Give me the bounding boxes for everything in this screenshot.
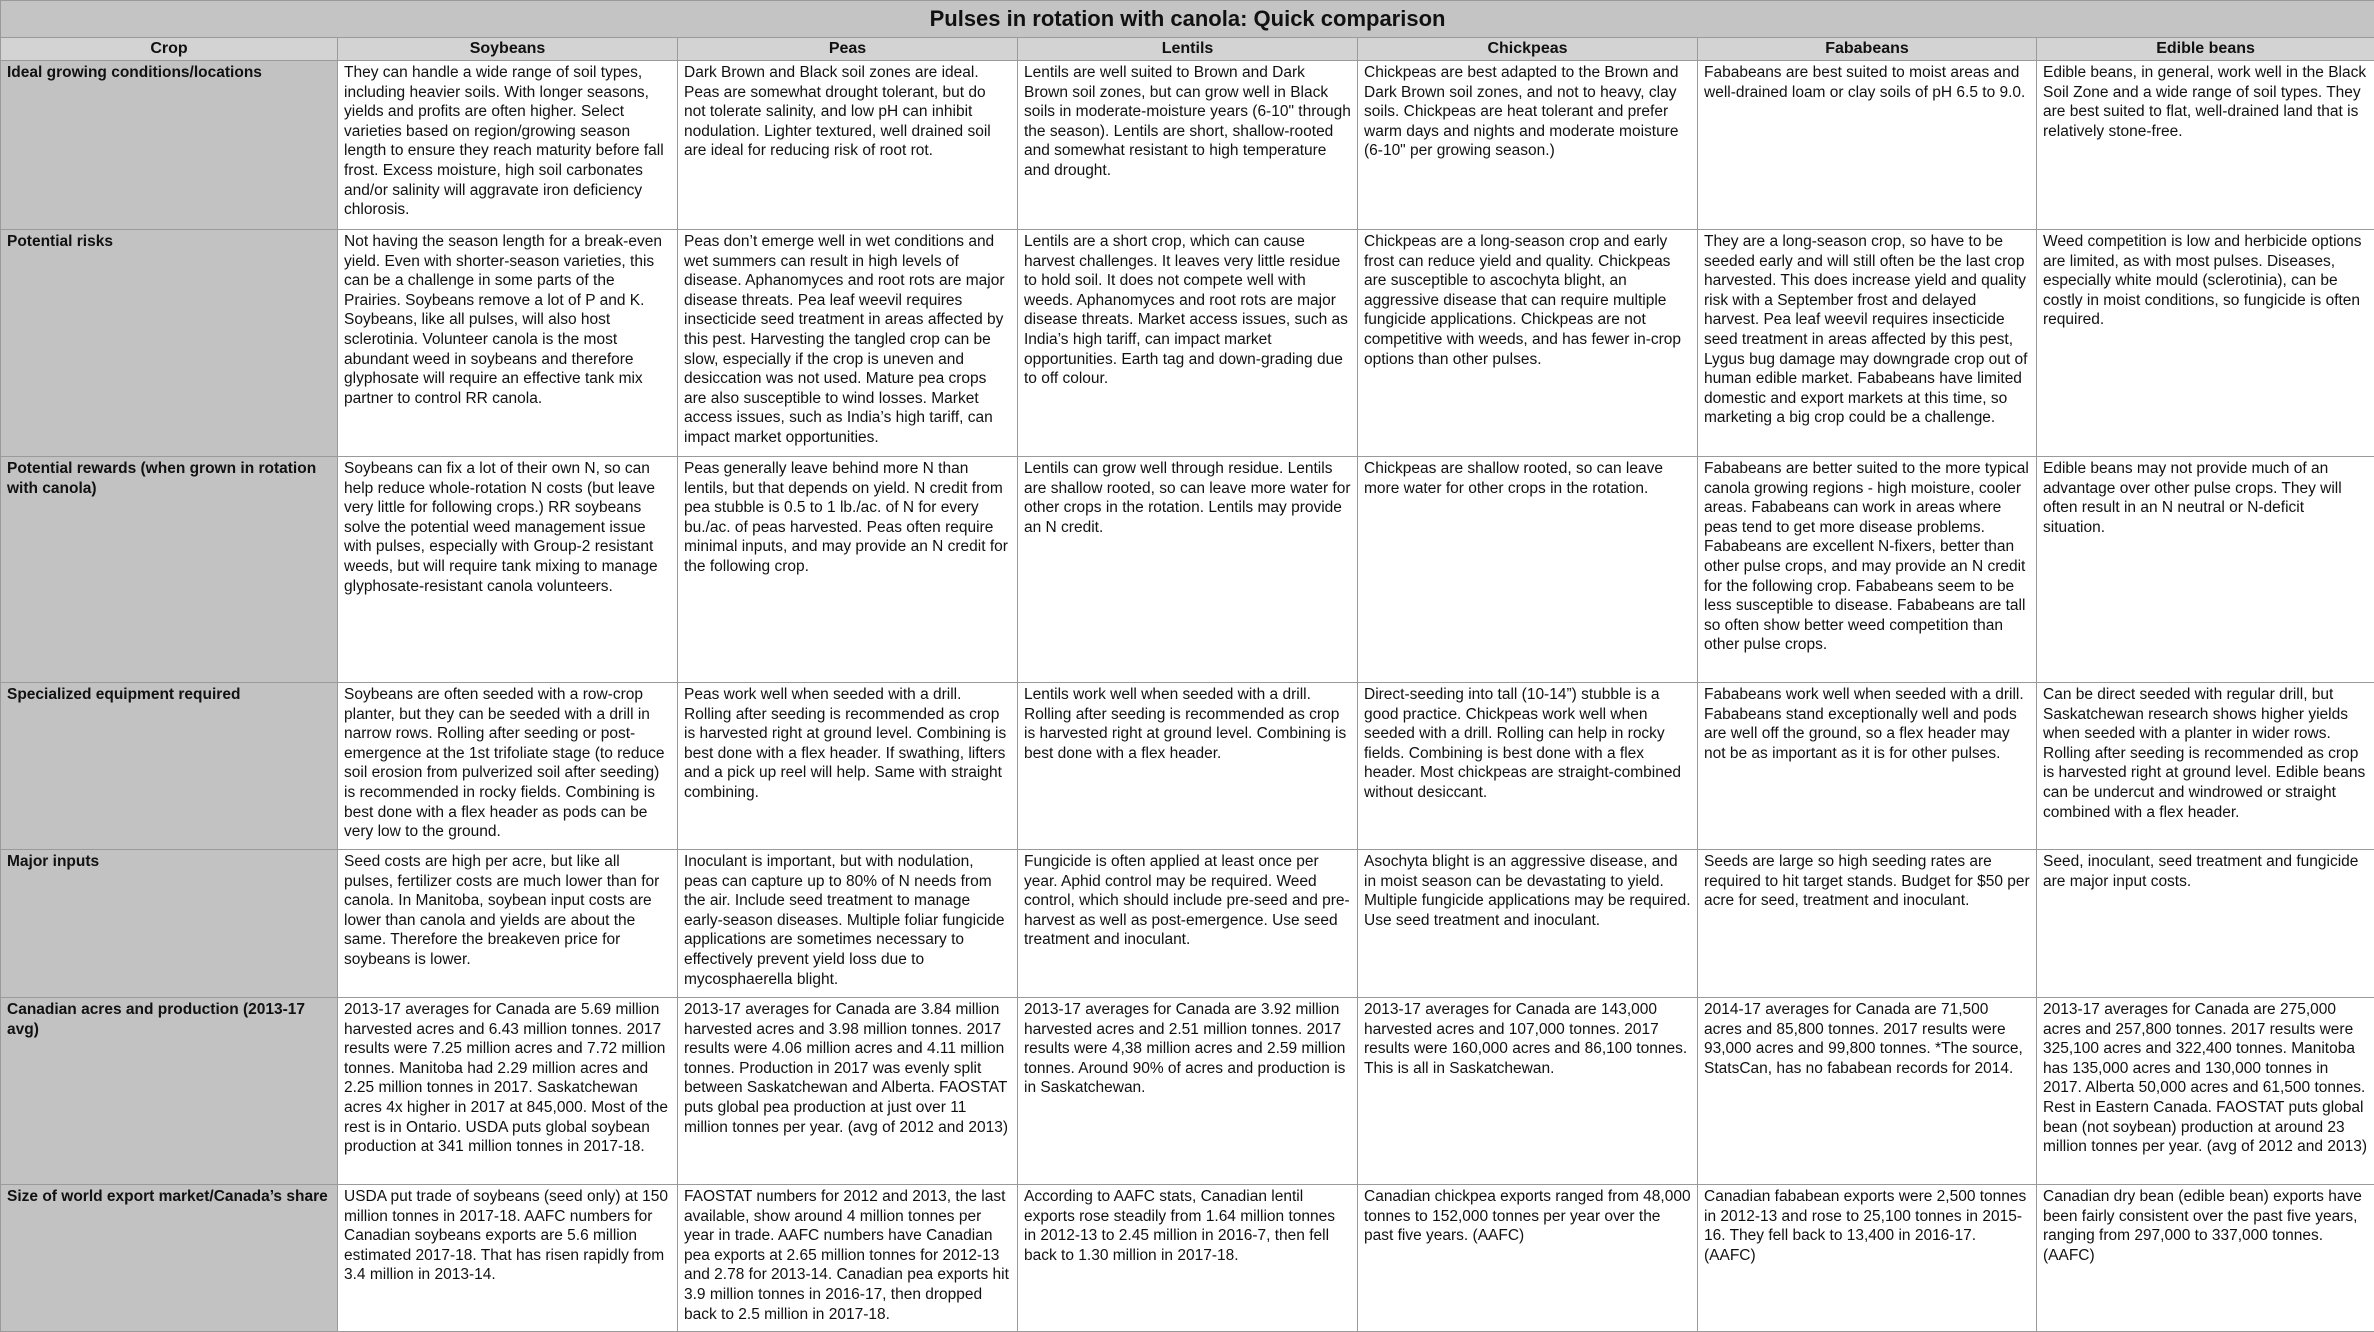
table-row xyxy=(1,998,2374,1185)
table-cell: Seed costs are high per acre, but like all pulses, fertilizer costs are much lower than for canola. In Manitoba, soybean input costs are lower than canola and yields are about the same. Therefore the breakeven price for soybeans is lower. xyxy=(338,850,678,998)
table-cell: 2014-17 averages for Canada are 71,500 acres and 85,800 tonnes. 2017 results were 93,000 acres and 99,800 tonnes. *The source, StatsCan, has no fababean records for 2014. xyxy=(1698,998,2037,1185)
table-cell: They are a long-season crop, so have to be seeded early and will still often be the last crop harvested. This does increase yield and quality risk with a September frost and delayed harvest. Pea leaf weevil requires insecticide seed treatment in areas affected by this pest, Lygus bug damage may downgrade crop out of human edible market. Fababeans have limited domestic and export markets at this time, so marketing a big crop could be a challenge. xyxy=(1698,230,2037,457)
table-cell: Edible beans, in general, work well in the Black Soil Zone and a wide range of soil types. They are best suited to flat, well-drained land that is relatively stone-free. xyxy=(2037,61,2374,230)
row-label: Ideal growing conditions/locations xyxy=(1,61,338,230)
table-cell: Seeds are large so high seeding rates are required to hit target stands. Budget for $50 per acre for seed, treatment and inoculant. xyxy=(1698,850,2037,998)
row-label: Canadian acres and production (2013-17 avg) xyxy=(1,998,338,1185)
table-cell: Peas generally leave behind more N than lentils, but that depends on yield. N credit from pea stubble is 0.5 to 1 lb./ac. of N for every bu./ac. of peas harvested. Peas often require minimal inputs, and may provide an N credit for the following crop. xyxy=(678,457,1018,683)
row-label: Size of world export market/Canada’s share xyxy=(1,1185,338,1332)
table-cell: Fababeans work well when seeded with a drill. Fababeans stand exceptionally well and pods are well off the ground, so a flex header may not be as important as it is for other pulses. xyxy=(1698,683,2037,850)
table-cell: Can be direct seeded with regular drill, but Saskatchewan research shows higher yields when seeded with a planter in wider rows. Rolling after seeding is recommended as crop is harvested right at ground level. Edible beans can be undercut and windrowed or straight combined with a flex header. xyxy=(2037,683,2374,850)
table-row xyxy=(1,850,2374,998)
row-label: Specialized equipment required xyxy=(1,683,338,850)
table-cell: Fababeans are better suited to the more typical canola growing regions - high moisture, cooler areas. Fababeans can work in areas where peas tend to get more disease problems. Fababeans are excellent N-fixers, better than other pulse crops, and may provide an N credit for the following crop. Fababeans seem to be less susceptible to disease. Fababeans are tall so often show better weed competition than other pulse crops. xyxy=(1698,457,2037,683)
table-cell: Peas work well when seeded with a drill. Rolling after seeding is recommended as crop is harvested right at ground level. Combining is best done with a flex header. If swathing, lifters and a pick up reel will help. Same with straight combining. xyxy=(678,683,1018,850)
table-cell: Not having the season length for a break-even yield. Even with shorter-season varieties, this can be a challenge in some parts of the Prairies. Soybeans remove a lot of P and K. Soybeans, like all pulses, will also host sclerotinia. Volunteer canola is the most abundant weed in soybeans and therefore glyphosate will require an effective tank mix partner to control RR canola. xyxy=(338,230,678,457)
header-row xyxy=(1,38,2374,61)
table-cell: Peas don’t emerge well in wet conditions and wet summers can result in high levels of disease. Aphanomyces and root rots are major disease threats. Pea leaf weevil requires insecticide seed treatment in areas affected by this pest. Harvesting the tangled crop can be slow, especially if the crop is uneven and desiccation was not used. Mature pea crops are also susceptible to wind losses. Market access issues, such as India’s high tariff, can impact market opportunities. xyxy=(678,230,1018,457)
table-cell: Fababeans are best suited to moist areas and well-drained loam or clay soils of pH 6.5 to 9.0. xyxy=(1698,61,2037,230)
table-cell: Soybeans can fix a lot of their own N, so can help reduce whole-rotation N costs (but leave very little for following crops.) RR soybeans solve the potential weed management issue with pulses, especially with Group-2 resistant weeds, but will require tank mixing to manage glyphosate-resistant canola volunteers. xyxy=(338,457,678,683)
table-row xyxy=(1,230,2374,457)
table-cell: 2013-17 averages for Canada are 3.92 million harvested acres and 2.51 million tonnes. 2017 results were 4,38 million acres and 2.59 million tonnes. Around 90% of acres and production is in Saskatchewan. xyxy=(1018,998,1358,1185)
table-row xyxy=(1,1185,2374,1332)
table-cell: 2013-17 averages for Canada are 143,000 harvested acres and 107,000 tonnes. 2017 results were 160,000 acres and 86,100 tonnes. This is all in Saskatchewan. xyxy=(1358,998,1698,1185)
row-label: Potential risks xyxy=(1,230,338,457)
table-cell: Canadian fababean exports were 2,500 tonnes in 2012-13 and rose to 25,100 tonnes in 2015-16. They fell back to 13,400 in 2016-17. (AAFC) xyxy=(1698,1185,2037,1332)
table-cell: Direct-seeding into tall (10-14”) stubble is a good practice. Chickpeas work well when seeded with a drill. Rolling can help in rocky fields. Combining is best done with a flex header. Most chickpeas are straight-combined without desiccant. xyxy=(1358,683,1698,850)
table-cell: Lentils are well suited to Brown and Dark Brown soil zones, but can grow well in Black soils in moderate-moisture years (6-10" through the season). Lentils are short, shallow-rooted and somewhat resistant to high temperature and drought. xyxy=(1018,61,1358,230)
table-row xyxy=(1,61,2374,230)
table-cell: According to AAFC stats, Canadian lentil exports rose steadily from 1.64 million tonnes in 2012-13 to 2.45 million in 2016-7, then fell back to 1.30 million in 2017-18. xyxy=(1018,1185,1358,1332)
table-cell: 2013-17 averages for Canada are 5.69 million harvested acres and 6.43 million tonnes. 2017 results were 7.25 million acres and 7.72 million tonnes. Manitoba had 2.29 million acres and 2.25 million tonnes in 2017. Saskatchewan acres 4x higher in 2017 at 845,000. Most of the rest is in Ontario. USDA puts global soybean production at 341 million tonnes in 2017-18. xyxy=(338,998,678,1185)
table-cell: 2013-17 averages for Canada are 275,000 acres and 257,800 tonnes. 2017 results were 325,100 acres and 322,400 tonnes. Manitoba has 135,000 acres and 130,000 tonnes in 2017. Alberta 50,000 acres and 61,500 tonnes. Rest in Eastern Canada. FAOSTAT puts global bean (not soybean) production at around 23 million tonnes per year. (avg of 2012 and 2013) xyxy=(2037,998,2374,1185)
table-cell: FAOSTAT numbers for 2012 and 2013, the last available, show around 4 million tonnes per year in trade. AAFC numbers have Canadian pea exports at 2.65 million tonnes for 2012-13 and 2.78 for 2013-14. Canadian pea exports hit 3.9 million tonnes in 2016-17, then dropped back to 2.5 million in 2017-18. xyxy=(678,1185,1018,1332)
row-label: Major inputs xyxy=(1,850,338,998)
table-cell: Chickpeas are best adapted to the Brown and Dark Brown soil zones, and not to heavy, clay soils. Chickpeas are heat tolerant and prefer warm days and nights and moderate moisture (6-10" per growing season.) xyxy=(1358,61,1698,230)
page-title: Pulses in rotation with canola: Quick comparison xyxy=(1,1,2374,38)
table-cell: Seed, inoculant, seed treatment and fungicide are major input costs. xyxy=(2037,850,2374,998)
table-cell: Dark Brown and Black soil zones are ideal. Peas are somewhat drought tolerant, but do not tolerate salinity, and low pH can inhibit nodulation. Lighter textured, well drained soil are ideal for reducing risk of root rot. xyxy=(678,61,1018,230)
table-cell: Edible beans may not provide much of an advantage over other pulse crops. They will often result in an N neutral or N-deficit situation. xyxy=(2037,457,2374,683)
table-cell: Weed competition is low and herbicide options are limited, as with most pulses. Diseases, especially white mould (sclerotinia), can be costly in moist conditions, so fungicide is often required. xyxy=(2037,230,2374,457)
table-cell: Asochyta blight is an aggressive disease, and in moist season can be devastating to yield. Multiple fungicide applications may be required. Use seed treatment and inoculant. xyxy=(1358,850,1698,998)
table-cell: Chickpeas are shallow rooted, so can leave more water for other crops in the rotation. xyxy=(1358,457,1698,683)
table-row xyxy=(1,457,2374,683)
header-lentils: Lentils xyxy=(1018,38,1358,61)
header-peas: Peas xyxy=(678,38,1018,61)
table-cell: Fungicide is often applied at least once per year. Aphid control may be required. Weed control, which should include pre-seed and pre-harvest as well as post-emergence. Use seed treatment and inoculant. xyxy=(1018,850,1358,998)
table-cell: Canadian chickpea exports ranged from 48,000 tonnes to 152,000 tonnes per year over the past five years. (AAFC) xyxy=(1358,1185,1698,1332)
table-cell: USDA put trade of soybeans (seed only) at 150 million tonnes in 2017-18. AAFC numbers for Canadian soybeans exports are 5.6 million estimated 2017-18. That has risen rapidly from 3.4 million in 2013-14. xyxy=(338,1185,678,1332)
table-cell: They can handle a wide range of soil types, including heavier soils. With longer seasons, yields and profits are often higher. Select varieties based on region/growing season length to ensure they reach maturity before fall frost. Excess moisture, high soil carbonates and/or salinity will aggravate iron deficiency chlorosis. xyxy=(338,61,678,230)
table-cell: Lentils are a short crop, which can cause harvest challenges. It leaves very little residue to hold soil. It does not compete well with weeds. Aphanomyces and root rots are major disease threats. Market access issues, such as India’s high tariff, can impact market opportunities. Earth tag and down-grading due to off colour. xyxy=(1018,230,1358,457)
header-edible-beans: Edible beans xyxy=(2037,38,2374,61)
header-fababeans: Fababeans xyxy=(1698,38,2037,61)
header-chickpeas: Chickpeas xyxy=(1358,38,1698,61)
table-cell: Chickpeas are a long-season crop and early frost can reduce yield and quality. Chickpeas are susceptible to ascochyta blight, an aggressive disease that can require multiple fungicide applications. Chickpeas are not competitive with weeds, and has fewer in-crop options than other pulses. xyxy=(1358,230,1698,457)
header-crop-label: Crop xyxy=(1,38,338,61)
table-cell: Lentils work well when seeded with a drill. Rolling after seeding is recommended as crop is harvested right at ground level. Combining is best done with a flex header. xyxy=(1018,683,1358,850)
header-soybeans: Soybeans xyxy=(338,38,678,61)
table-cell: Canadian dry bean (edible bean) exports have been fairly consistent over the past five years, ranging from 297,000 to 337,000 tonnes. (AAFC) xyxy=(2037,1185,2374,1332)
table-cell: 2013-17 averages for Canada are 3.84 million harvested acres and 3.98 million tonnes. 2017 results were 4.06 million acres and 4.11 million tonnes. Production in 2017 was evenly split between Saskatchewan and Alberta. FAOSTAT puts global pea production at just over 11 million tonnes per year. (avg of 2012 and 2013) xyxy=(678,998,1018,1185)
table-cell: Soybeans are often seeded with a row-crop planter, but they can be seeded with a drill in narrow rows. Rolling after seeding or post-emergence at the 1st trifoliate stage (to reduce soil erosion from pulverized soil after seeding) is recommended in rocky fields. Combining is best done with a flex header as pods can be very low to the ground. xyxy=(338,683,678,850)
table-cell: Inoculant is important, but with nodulation, peas can capture up to 80% of N needs from the air. Include seed treatment to manage early-season diseases. Multiple foliar fungicide applications are sometimes necessary to effectively prevent yield loss due to mycosphaerella blight. xyxy=(678,850,1018,998)
table-row xyxy=(1,683,2374,850)
row-label: Potential rewards (when grown in rotation with canola) xyxy=(1,457,338,683)
table-cell: Lentils can grow well through residue. Lentils are shallow rooted, so can leave more water for other crops in the rotation. Lentils may provide an N credit. xyxy=(1018,457,1358,683)
